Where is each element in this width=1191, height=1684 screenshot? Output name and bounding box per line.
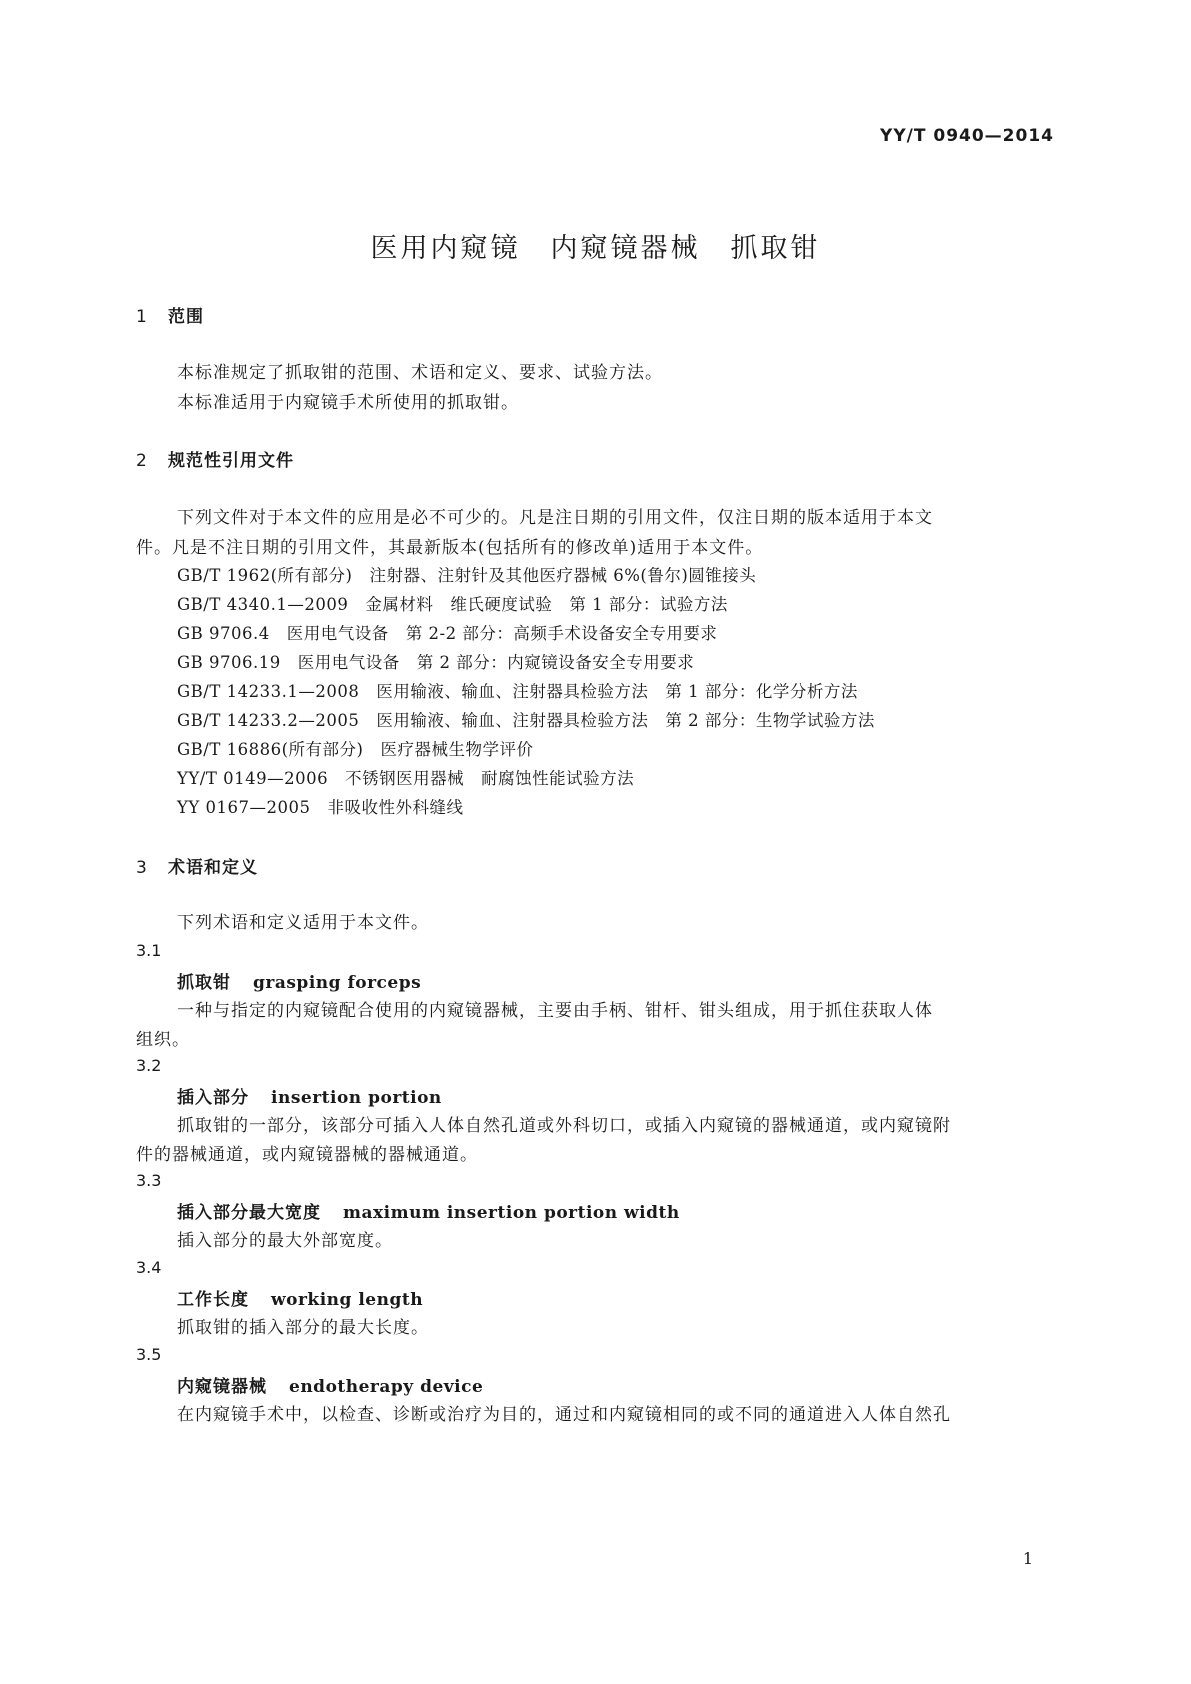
section-2-heading (136, 446, 294, 471)
section-title: 范围 (168, 307, 204, 327)
reference-item: GB/T 14233.1—2008 医用输液、输血、注射器具检验方法 第 1 部分：化学分析方法 (177, 682, 858, 701)
reference-item: GB/T 1962(所有部分) 注射器、注射针及其他医疗器械 6%(鲁尔)圆锥接头 (177, 566, 757, 585)
term-zh: 抓取钳 (177, 973, 231, 993)
term-heading (177, 968, 421, 993)
term-definition: 件的器械通道，或内窥镜器械的器械通道。 (136, 1145, 478, 1165)
reference-item: GB/T 16886(所有部分) 医疗器械生物学评价 (177, 740, 534, 759)
paragraph: 本标准适用于内窥镜手术所使用的抓取钳。 (177, 393, 519, 413)
term-definition: 组织。 (136, 1030, 190, 1050)
paragraph: 件。凡是不注日期的引用文件，其最新版本(包括所有的修改单)适用于本文件。 (136, 538, 764, 558)
term-en: maximum insertion portion width (343, 1203, 680, 1223)
term-heading (177, 1285, 423, 1310)
term-definition: 抓取钳的插入部分的最大长度。 (177, 1318, 429, 1338)
term-definition: 在内窥镜手术中，以检查、诊断或治疗为目的，通过和内窥镜相同的或不同的通道进入人体自然孔 (177, 1405, 951, 1425)
reference-item: YY/T 0149—2006 不锈钢医用器械 耐腐蚀性能试验方法 (177, 769, 635, 788)
reference-item: GB/T 4340.1—2009 金属材料 维氏硬度试验 第 1 部分：试验方法 (177, 595, 728, 614)
term-definition: 一种与指定的内窥镜配合使用的内窥镜器械，主要由手柄、钳杆、钳头组成，用于抓住获取人体 (177, 1001, 933, 1021)
clause-number: 3.2 (136, 1056, 162, 1075)
term-definition: 抓取钳的一部分，该部分可插入人体自然孔道或外科切口，或插入内窥镜的器械通道，或内窥镜附 (177, 1116, 951, 1136)
section-title: 术语和定义 (168, 858, 258, 878)
term-zh: 内窥镜器械 (177, 1377, 267, 1397)
section-number: 1 (136, 307, 148, 327)
term-en: endotherapy device (289, 1377, 484, 1397)
term-definition: 插入部分的最大外部宽度。 (177, 1231, 393, 1251)
document-title: 医用内窥镜 内窥镜器械 抓取钳 (370, 233, 821, 264)
paragraph: 下列文件对于本文件的应用是必不可少的。凡是注日期的引用文件，仅注日期的版本适用于本文 (177, 508, 933, 528)
paragraph: 本标准规定了抓取钳的范围、术语和定义、要求、试验方法。 (177, 363, 663, 383)
term-en: insertion portion (271, 1088, 442, 1108)
term-heading (177, 1198, 680, 1223)
section-3-heading (136, 853, 258, 878)
reference-item: GB 9706.4 医用电气设备 第 2-2 部分：高频手术设备安全专用要求 (177, 624, 718, 643)
term-en: working length (271, 1290, 424, 1310)
section-1-heading (136, 302, 204, 327)
page-number: 1 (1022, 1549, 1033, 1568)
clause-number: 3.5 (136, 1345, 162, 1364)
term-zh: 插入部分 (177, 1088, 249, 1108)
section-number: 3 (136, 858, 148, 878)
clause-number: 3.4 (136, 1258, 162, 1277)
term-zh: 插入部分最大宽度 (177, 1203, 321, 1223)
reference-item: GB 9706.19 医用电气设备 第 2 部分：内窥镜设备安全专用要求 (177, 653, 695, 672)
term-heading (177, 1372, 483, 1397)
clause-number: 3.3 (136, 1171, 162, 1190)
term-zh: 工作长度 (177, 1290, 249, 1310)
standard-code: YY/T 0940—2014 (880, 126, 1054, 146)
section-title: 规范性引用文件 (168, 451, 294, 471)
term-en: grasping forceps (253, 973, 422, 993)
section-number: 2 (136, 451, 148, 471)
term-heading (177, 1083, 442, 1108)
reference-item: GB/T 14233.2—2005 医用输液、输血、注射器具检验方法 第 2 部分：生物学试验方法 (177, 711, 875, 730)
reference-item: YY 0167—2005 非吸收性外科缝线 (177, 798, 464, 817)
paragraph: 下列术语和定义适用于本文件。 (177, 913, 429, 933)
clause-number: 3.1 (136, 941, 162, 960)
